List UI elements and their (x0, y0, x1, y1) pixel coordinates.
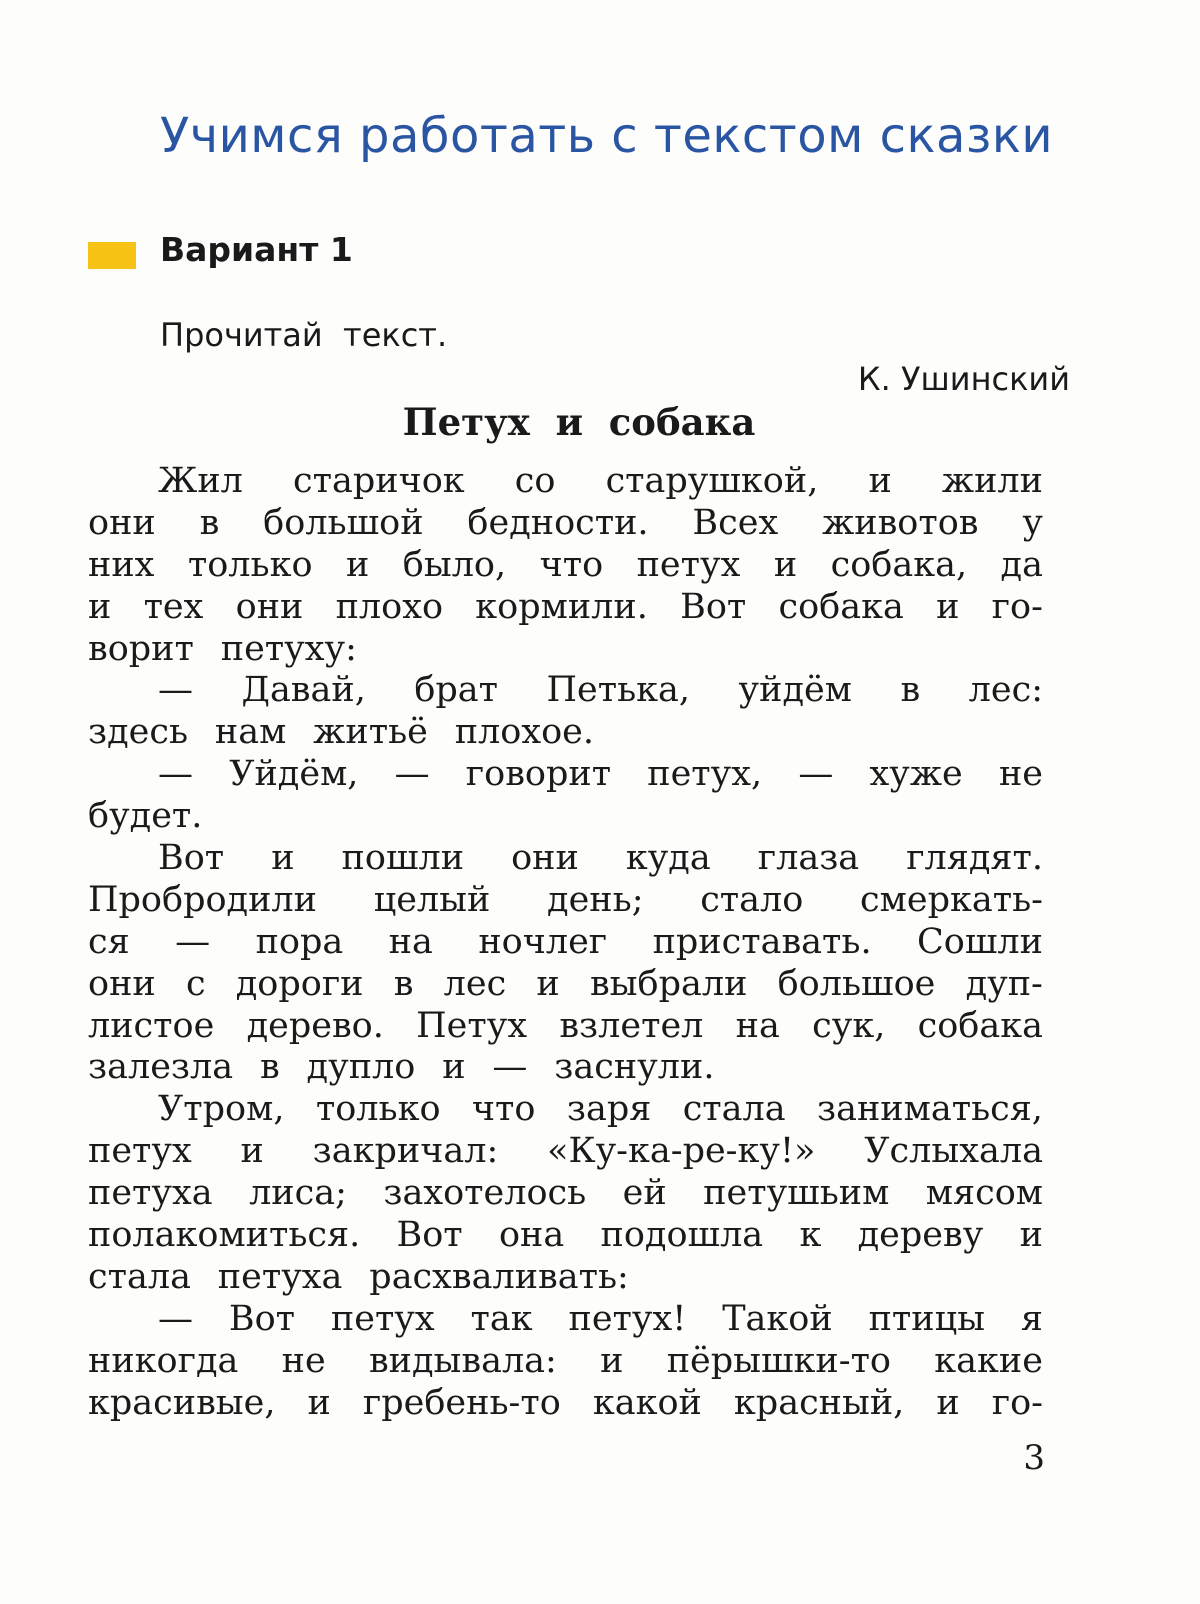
story-line: Пробродили целый день; стало смеркать- (88, 879, 1043, 920)
story-line: они с дороги в лес и выбрали большое дуп- (88, 963, 1043, 1004)
story-body (88, 461, 1043, 1424)
story-line: ся — пора на ночлег приставать. Сошли (88, 921, 1043, 962)
story-line: полакомиться. Вот она подошла к дереву и (88, 1215, 1043, 1256)
story-line: ворит петуху: (88, 628, 357, 669)
story-line: петуха лиса; захотелось ей петушьим мясом (88, 1173, 1043, 1214)
story-line: залезла в дупло и — заснули. (88, 1047, 715, 1088)
page-number: 3 (1023, 1438, 1045, 1478)
story-line: петух и закричал: «Ку-ка-ре-ку!» Услыхала (88, 1131, 1043, 1172)
story-line: будет. (88, 796, 203, 837)
story-line: Жил старичок со старушкой, и жили (158, 461, 1043, 501)
story-line: Утром, только что заря стала заниматься, (158, 1089, 1043, 1130)
variant-marker (88, 242, 136, 269)
story-line: — Давай, брат Петька, уйдём в лес: (158, 670, 1043, 711)
story-line: — Вот петух так петух! Такой птицы я (158, 1298, 1043, 1339)
story-line: здесь нам житьё плохое. (88, 712, 594, 753)
story-line: никогда не видывала: и пёрышки-то какие (88, 1340, 1043, 1381)
story-line: они в большой бедности. Всех животов у (88, 502, 1043, 543)
story-line: них только и было, что петух и собака, да (88, 544, 1043, 585)
page-title: Учимся работать с текстом сказки (160, 108, 1054, 164)
story-line: стала петуха расхваливать: (88, 1256, 629, 1297)
story-title: Петух и собака (402, 400, 756, 444)
story-author: К. Ушинский (857, 360, 1070, 398)
story-line: красивые, и гребень-то какой красный, и го- (88, 1382, 1043, 1423)
story-line: Вот и пошли они куда глаза глядят. (158, 838, 1043, 879)
instruction-text: Прочитай текст. (160, 316, 448, 354)
story-line: и тех они плохо кормили. Вот собака и го- (88, 586, 1043, 627)
variant-title: Вариант 1 (160, 230, 353, 269)
story-line: листое дерево. Петух взлетел на сук, собака (88, 1005, 1043, 1046)
story-line: — Уйдём, — говорит петух, — хуже не (158, 754, 1043, 795)
